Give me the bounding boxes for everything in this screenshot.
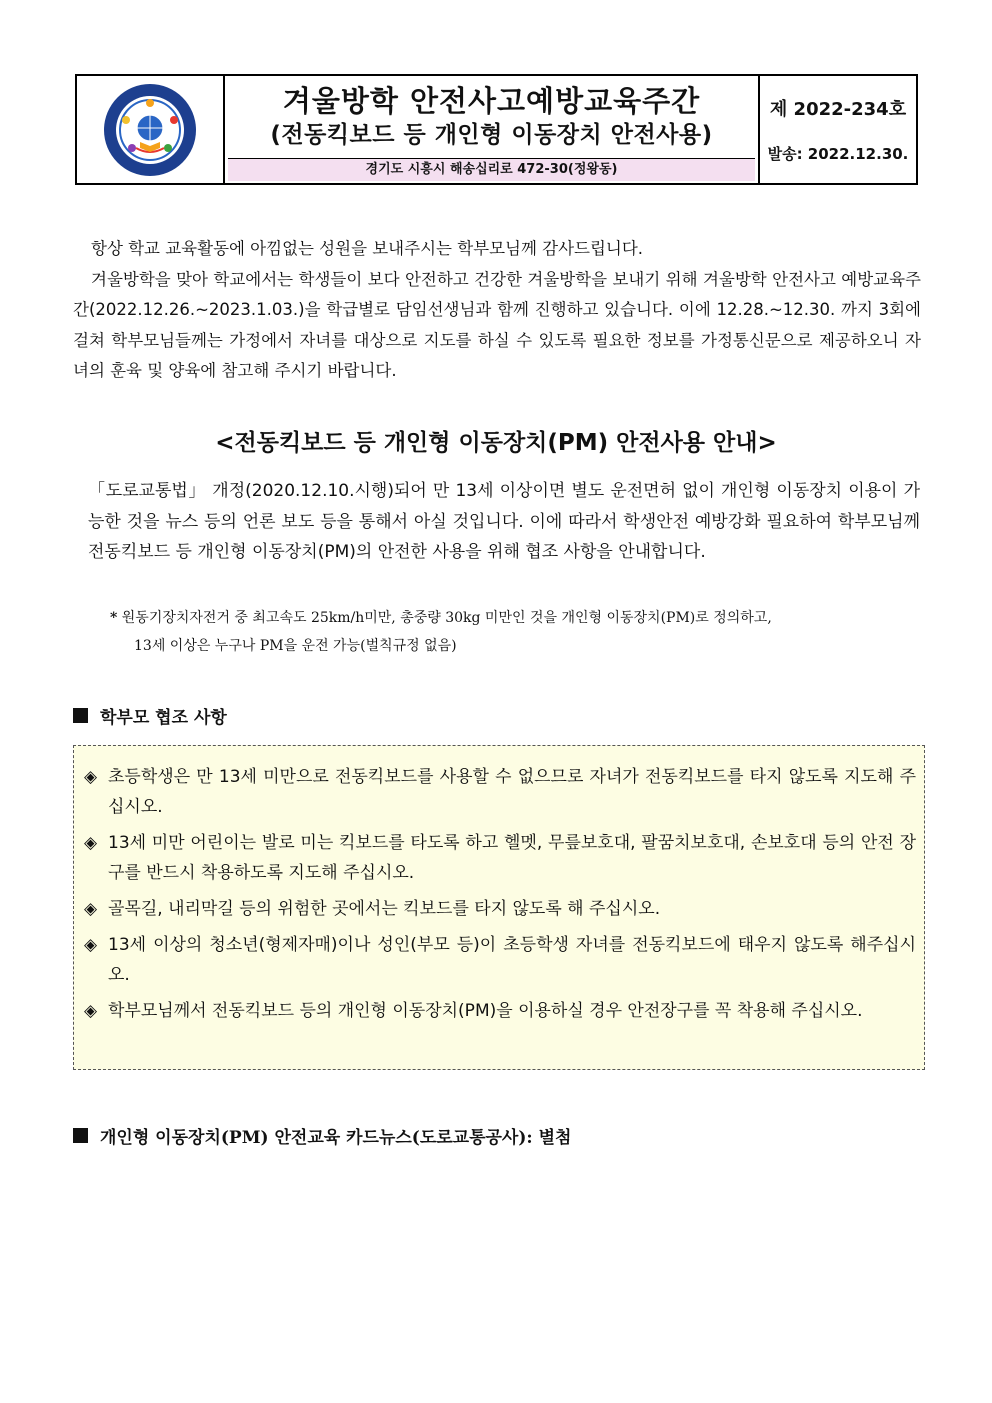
diamond-bullet-icon: ◈ [84,935,98,955]
law-text: 「도로교통법」 개정(2020.12.10.시행)되어 만 13세 이상이면 별도 운전면허 없이 개인형 이동장치 이용이 가능한 것을 뉴스 등의 언론 보도 등을 통해서 아실 것입니다. 이에 따라서 학생안전 예방강화 필요하여 학부모님께 전동킥보드 등 개인형 이동장치(PM)의 안전한 사용을 위해 협조 사항을 안내합니다. [88,481,920,562]
header-title-area [225,76,758,158]
intro-paragraph-1: 항상 학교 교육활동에 아낌없는 성원을 보내주시는 학부모님께 감사드립니다. [91,239,644,258]
letter-header [75,74,918,185]
school-logo-cell [77,76,225,183]
section-title: <전동킥보드 등 개인형 이동장치(PM) 안전사용 안내> [215,430,777,456]
school-logo-emblem [102,82,198,178]
coop-item [84,894,916,924]
coop-item [84,762,916,822]
definition-note [110,604,922,660]
diamond-bullet-icon: ◈ [84,899,98,919]
intro-paragraph-2: 겨울방학을 맞아 학교에서는 학생들이 보다 안전하고 건강한 겨울방학을 보내기 위해 겨울방학 안전사고 예방교육주간(2022.12.26.~2023.1.03.)을 학급별로 담임선생님과 함께 진행하고 있습니다. 이에 12.28.~12.30. 까지 3회에 걸쳐 학부모님들께는 가정에서 자녀를 대상으로 지도를 하실 수 있도록 필요한 정보를 가정통신문으로 제공하오니 자녀의 훈육 및 양육에 참고해 주시기 바랍니다. [73,269,921,380]
letter-title: 겨울방학 안전사고예방교육주간 [282,84,701,118]
coop-item-text: 13세 이상의 청소년(형제자매)이나 성인(부모 등)이 초등학생 자녀를 전동킥보드에 태우지 않도록 해주십시오. [108,935,916,985]
coop-item-text: 학부모님께서 전동킥보드 등의 개인형 이동장치(PM)을 이용하실 경우 안전장구를 꼭 착용해 주십시오. [108,1001,863,1021]
coop-item-text: 초등학생은 만 13세 미만으로 전동킥보드를 사용할 수 없으므로 자녀가 전동킥보드를 타지 않도록 지도해 주십시오. [108,767,916,817]
coop-item-text: 13세 미만 어린이는 발로 미는 킥보드를 타도록 하고 헬멧, 무릎보호대, 팔꿈치보호대, 손보호대 등의 안전 장구를 반드시 착용하도록 지도해 주십시오. [108,833,916,883]
attachment-heading-text: 개인형 이동장치(PM) 안전교육 카드뉴스(도로교통공사): 별첨 [100,1128,572,1148]
issue-date: 발송: 2022.12.30. [767,145,909,163]
school-address: 경기도 시흥시 해송십리로 472-30(정왕동) [228,158,755,181]
law-paragraph [88,476,920,568]
coop-item [84,996,916,1026]
header-meta [760,76,916,183]
square-bullet-icon [73,1128,88,1143]
square-bullet-icon [73,708,88,723]
note-line-1 [110,604,922,632]
diamond-bullet-icon: ◈ [84,833,98,853]
diamond-bullet-icon: ◈ [84,1001,98,1021]
intro-paragraphs [73,234,921,387]
header-center [225,76,760,183]
diamond-bullet-icon: ◈ [84,767,98,787]
attachment-heading [73,1123,571,1148]
note-line-2: 13세 이상은 누구나 PM을 운전 가능(벌칙규정 없음) [134,638,457,654]
letter-subtitle: (전동킥보드 등 개인형 이동장치 안전사용) [270,122,713,148]
coop-heading-text: 학부모 협조 사항 [100,708,227,728]
coop-item [84,828,916,888]
coop-item-text: 골목길, 내리막길 등의 위험한 곳에서는 킥보드를 타지 않도록 해 주십시오. [108,899,661,919]
document-number: 제 2022-234호 [769,99,907,120]
note-text-1: 원동기장치자전거 중 최고속도 25km/h미만, 총중량 30kg 미만인 것을 개인형 이동장치(PM)로 정의하고, [121,610,772,626]
note-star: * [110,610,118,626]
coop-heading [73,703,227,728]
coop-box [73,745,925,1070]
coop-item [84,930,916,990]
